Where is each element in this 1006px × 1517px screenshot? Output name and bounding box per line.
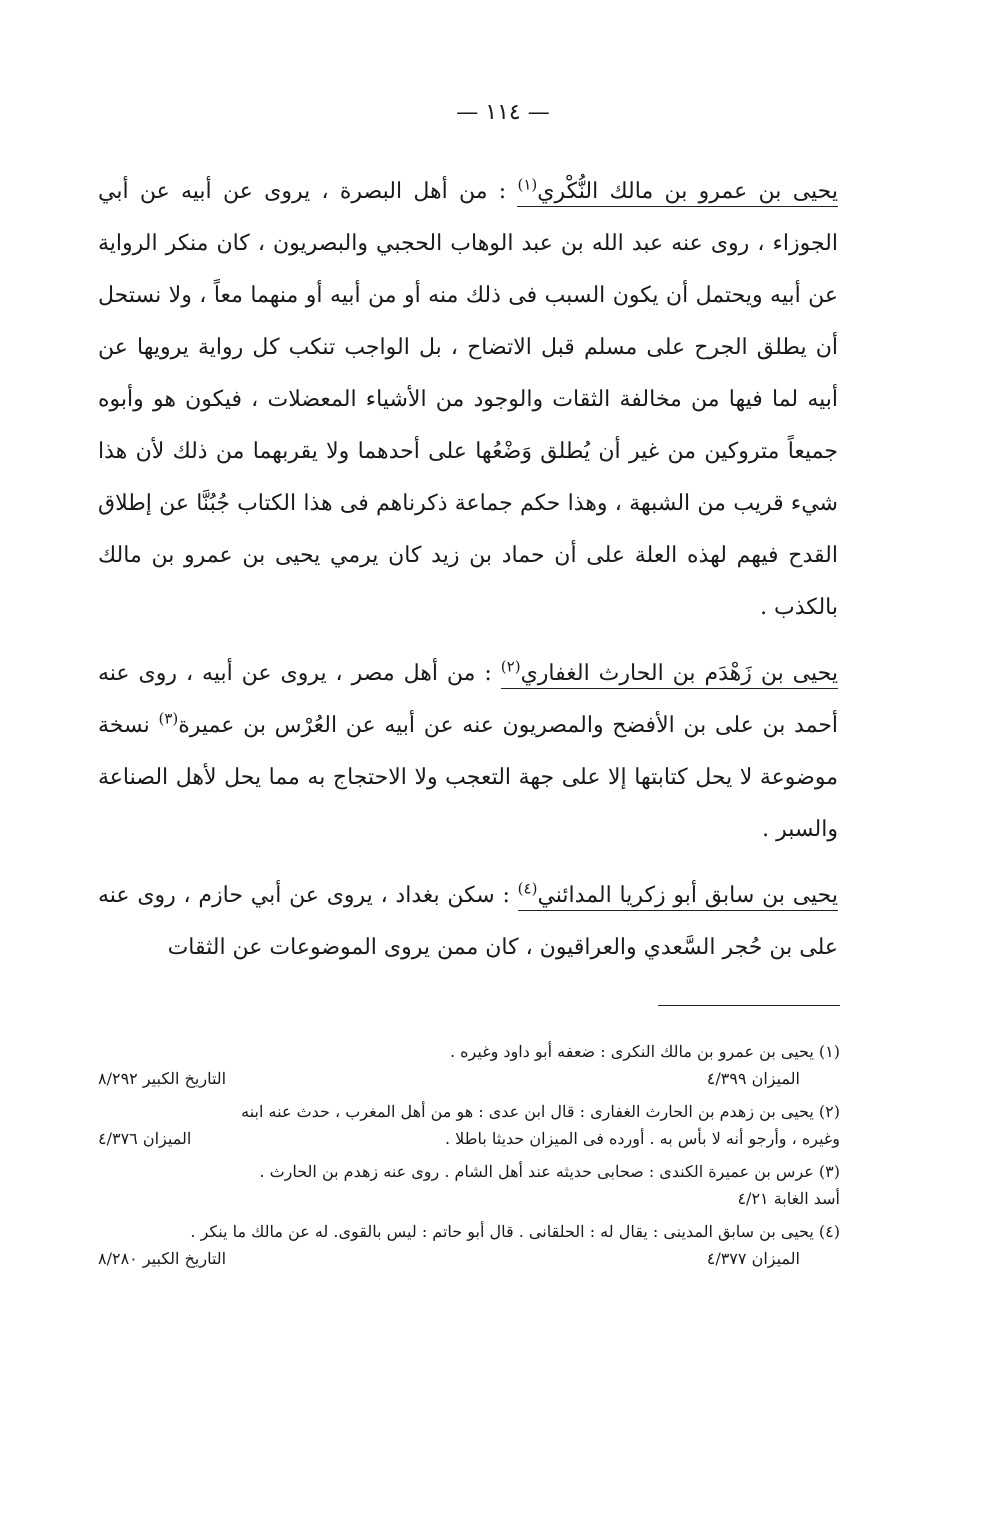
source-ref: الميزان ٤/٣٧٦ xyxy=(98,1129,192,1148)
entry-heading: يحيى بن عمرو بن مالك النُّكْري$^{(١)}$ xyxy=(517,179,838,207)
footnote-sources xyxy=(98,1065,840,1092)
footnotes xyxy=(98,1038,840,1278)
footnote-3: (٣) عرس بن عميرة الكندى : صحابى حديثه عند أهل الشام . روى عنه زهدم بن الحارث . أسد الغابة ٤/٢١ xyxy=(98,1158,840,1212)
footnote-4: (٤) يحيى بن سابق المدينى : يقال له : الحلقانى . قال أبو حاتم : ليس بالقوى. له عن مالك ما ينكر . الميزان ٤/٣٧٧ التاريخ الكبير ٨/٢٨٠ xyxy=(98,1218,840,1272)
entry-yahya-ibn-zahdam xyxy=(98,648,838,856)
entry-text: : سكن بغداد ، يروى عن أبي حازم ، روى عنه على بن حُجر السَّعدي والعراقيون ، كان ممن يروى الموضوعات عن الثقات xyxy=(98,883,838,960)
entry-heading: يحيى بن زَهْدَم بن الحارث الغفاري$^{(٢)}$ xyxy=(501,661,838,689)
source-ref: الميزان ٤/٣٩٩ xyxy=(706,1069,800,1088)
page-number: — ١١٤ — xyxy=(456,100,550,125)
footnote-divider xyxy=(658,1005,840,1006)
footnote-1: (١) يحيى بن عمرو بن مالك النكرى : ضعفه أبو داود وغيره . الميزان ٤/٣٩٩ التاريخ الكبير ٨/٢٩٢ xyxy=(98,1038,840,1092)
entry-yahya-ibn-sabiq xyxy=(98,870,838,974)
source-ref: أسد الغابة ٤/٢١ xyxy=(737,1189,840,1208)
footnote-marker: (١) xyxy=(517,175,538,194)
source-ref: التاريخ الكبير ٨/٢٨٠ xyxy=(98,1249,227,1268)
footnote-sources: وغيره ، وأرجو أنه لا بأس به . أورده فى الميزان حديثا باطلا . الميزان ٤/٣٧٦ xyxy=(98,1125,840,1152)
footnote-sources xyxy=(98,1245,840,1272)
footnote-2: (٢) يحيى بن زهدم بن الحارث الغفارى : قال ابن عدى : هو من أهل المغرب ، حدث عنه ابنه وغيره ، وأرجو أنه لا بأس به . أورده فى الميزان حديثا باطلا . الميزان ٤/٣٧٦ xyxy=(98,1098,840,1152)
entry-text: : من أهل البصرة ، يروى عن أبيه عن أبي الجوزاء ، روى عنه عبد الله بن عبد الوهاب الحجبي والبصريون ، كان منكر الرواية عن أبيه ويحتمل أن يكون السبب فى ذلك منه أو من أبيه أو منهما معاً ، ولا نستحل أن يطلق الجرح على مسلم قبل الاتضاح ، بل الواجب تنكب كل رواية يرويها عن أبيه لما فيها من مخالفة الثقات والوجود من الأشياء المعضلات ، فيكون هو وأبوه جميعاً متروكين من غير أن يُطلق وَضْعُها على أحدهما ولا يقربهما من ذلك لأن هذا شيء قريب من الشبهة ، وهذا حكم جماعة ذكرناهم فى هذا الكتاب جُبُنَّا عن إطلاق القدح فيهم لهذه العلة على أن حماد بن زيد كان يرمي يحيى بن عمرو بن مالك بالكذب . xyxy=(98,179,839,620)
footnote-marker: (٢) xyxy=(500,657,521,676)
entry-text: : من أهل مصر ، يروى عن أبيه ، روى عنه أحمد بن على بن الأفضح والمصريون عنه عن أبيه عن العُرْس بن عميرة xyxy=(98,661,838,738)
entry-yahya-ibn-amr xyxy=(98,166,838,634)
source-ref: التاريخ الكبير ٨/٢٩٢ xyxy=(98,1069,227,1088)
main-text xyxy=(98,166,838,988)
footnote-marker: (٤) xyxy=(517,879,538,898)
entry-text: نسخة موضوعة لا يحل كتابتها إلا على جهة التعجب ولا الاحتجاج به مما يحل لأهل الصناعة والسبر . xyxy=(98,713,838,842)
entry-heading: يحيى بن سابق أبو زكريا المدائني$^{(٤)}$ xyxy=(518,883,838,911)
source-ref: الميزان ٤/٣٧٧ xyxy=(706,1249,800,1268)
footnote-marker: (٣) xyxy=(158,709,179,728)
